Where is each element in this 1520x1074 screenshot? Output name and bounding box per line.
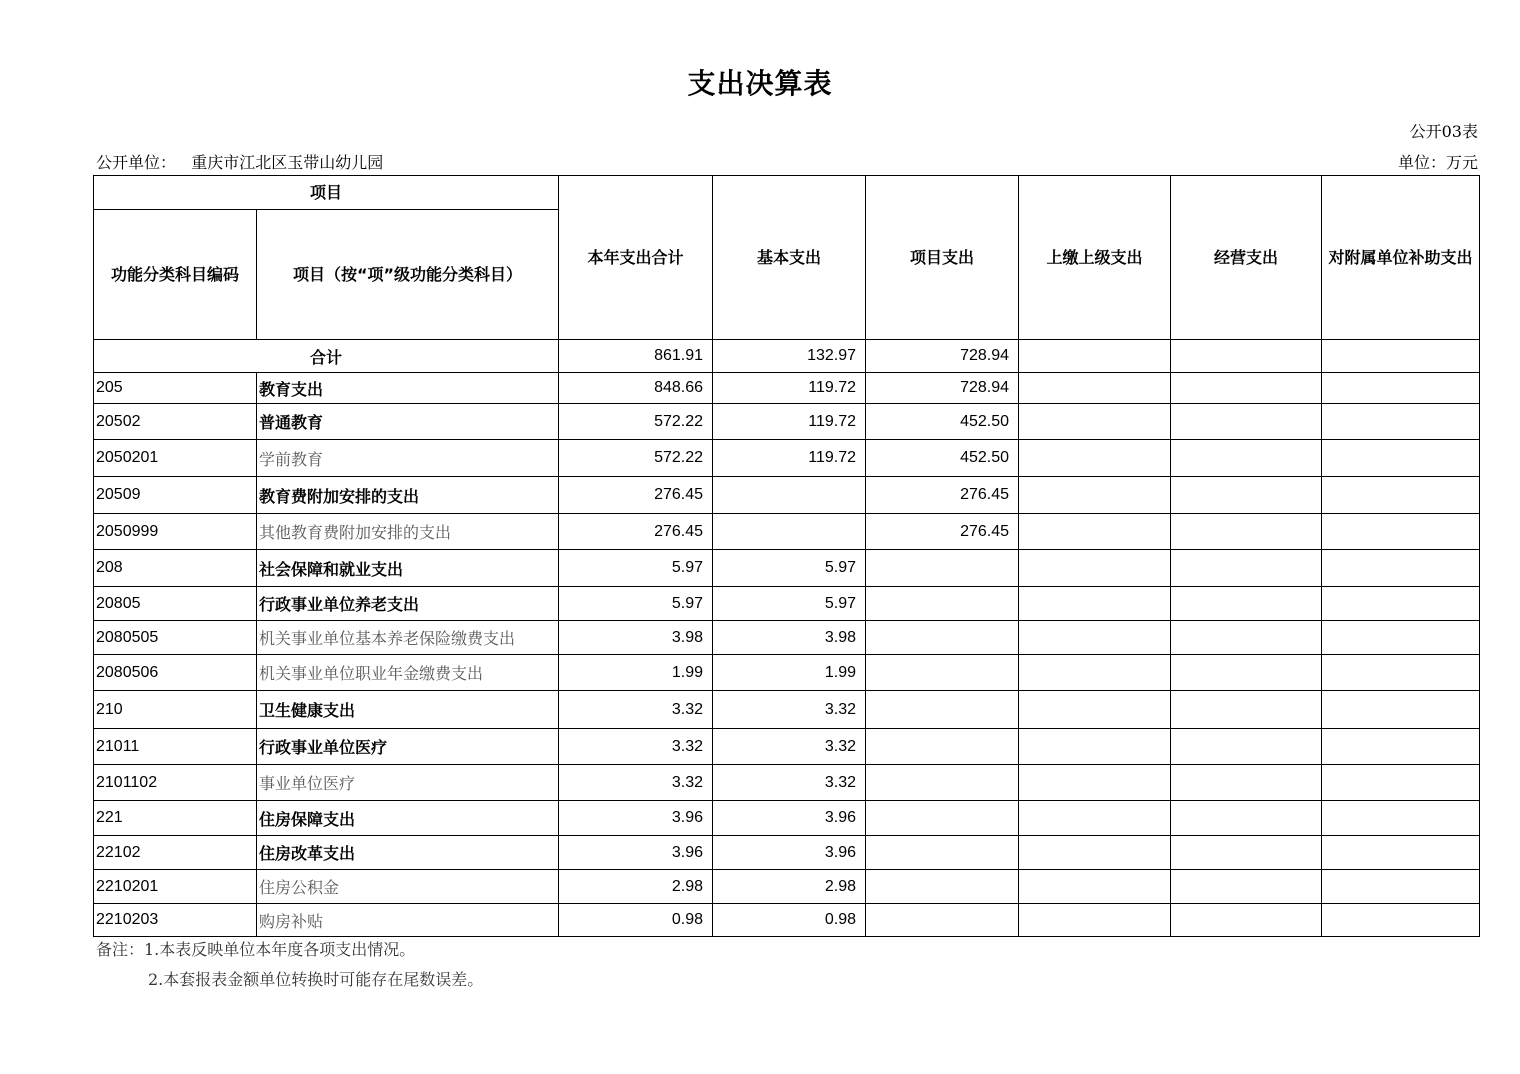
row-project bbox=[866, 587, 1019, 621]
row-upper bbox=[1019, 587, 1171, 621]
row-business bbox=[1171, 655, 1322, 691]
form-number: 公开03表 bbox=[1409, 122, 1478, 141]
header-project-expense: 项目支出 bbox=[866, 176, 1019, 340]
row-project bbox=[866, 621, 1019, 655]
currency-unit: 单位：万元 bbox=[1397, 153, 1478, 172]
row-code: 2210203 bbox=[94, 904, 257, 937]
row-total: 572.22 bbox=[559, 440, 713, 477]
row-name: 机关事业单位基本养老保险缴费支出 bbox=[257, 621, 559, 655]
table-row bbox=[94, 904, 1480, 937]
row-upper bbox=[1019, 870, 1171, 904]
row-name: 机关事业单位职业年金缴费支出 bbox=[257, 655, 559, 691]
row-basic: 5.97 bbox=[713, 587, 866, 621]
table-row bbox=[94, 440, 1480, 477]
row-upper bbox=[1019, 729, 1171, 765]
row-project: 276.45 bbox=[866, 477, 1019, 514]
row-code: 2050999 bbox=[94, 514, 257, 550]
row-subsidy bbox=[1322, 587, 1480, 621]
row-code: 2080505 bbox=[94, 621, 257, 655]
table-row bbox=[94, 621, 1480, 655]
header-upper: 上缴上级支出 bbox=[1019, 176, 1171, 340]
unit-info-row bbox=[96, 150, 1478, 170]
row-business bbox=[1171, 904, 1322, 937]
row-total: 3.32 bbox=[559, 691, 713, 729]
unit-info bbox=[96, 150, 383, 173]
header-total: 本年支出合计 bbox=[559, 176, 713, 340]
row-subsidy bbox=[1322, 691, 1480, 729]
row-business bbox=[1171, 514, 1322, 550]
table-row bbox=[94, 404, 1480, 440]
row-project bbox=[866, 550, 1019, 587]
row-name: 事业单位医疗 bbox=[257, 765, 559, 801]
row-code: 205 bbox=[94, 373, 257, 404]
table-row bbox=[94, 801, 1480, 836]
table-row bbox=[94, 655, 1480, 691]
row-subsidy bbox=[1322, 729, 1480, 765]
row-project bbox=[866, 870, 1019, 904]
row-upper bbox=[1019, 904, 1171, 937]
notes bbox=[96, 938, 483, 998]
row-basic bbox=[713, 477, 866, 514]
row-upper bbox=[1019, 514, 1171, 550]
row-code: 2050201 bbox=[94, 440, 257, 477]
row-subsidy bbox=[1322, 655, 1480, 691]
header-subsidy: 对附属单位补助支出 bbox=[1322, 176, 1480, 340]
row-code: 2101102 bbox=[94, 765, 257, 801]
row-code: 22102 bbox=[94, 836, 257, 870]
row-business bbox=[1171, 621, 1322, 655]
table-row bbox=[94, 587, 1480, 621]
header-business: 经营支出 bbox=[1171, 176, 1322, 340]
unit-name: 重庆市江北区玉带山幼儿园 bbox=[191, 153, 384, 172]
row-subsidy bbox=[1322, 870, 1480, 904]
row-total: 276.45 bbox=[559, 477, 713, 514]
header-name: 项目（按“项”级功能分类科目） bbox=[257, 210, 559, 340]
row-name: 社会保障和就业支出 bbox=[257, 550, 559, 587]
row-subsidy bbox=[1322, 404, 1480, 440]
row-total: 848.66 bbox=[559, 373, 713, 404]
note-2: 2.本套报表金额单位转换时可能存在尾数误差。 bbox=[148, 970, 484, 989]
row-project bbox=[866, 904, 1019, 937]
row-total: 1.99 bbox=[559, 655, 713, 691]
total-row bbox=[94, 340, 1480, 373]
row-upper bbox=[1019, 550, 1171, 587]
row-basic: 1.99 bbox=[713, 655, 866, 691]
table-row bbox=[94, 550, 1480, 587]
table-header bbox=[94, 176, 1480, 340]
row-upper bbox=[1019, 373, 1171, 404]
expenditure-table bbox=[93, 175, 1480, 937]
row-project: 276.45 bbox=[866, 514, 1019, 550]
row-upper bbox=[1019, 765, 1171, 801]
row-code: 208 bbox=[94, 550, 257, 587]
table-row bbox=[94, 765, 1480, 801]
row-project bbox=[866, 729, 1019, 765]
row-name: 普通教育 bbox=[257, 404, 559, 440]
row-name: 住房改革支出 bbox=[257, 836, 559, 870]
row-project: 728.94 bbox=[866, 373, 1019, 404]
row-upper bbox=[1019, 404, 1171, 440]
row-basic: 3.32 bbox=[713, 729, 866, 765]
row-name: 其他教育费附加安排的支出 bbox=[257, 514, 559, 550]
row-project bbox=[866, 765, 1019, 801]
row-basic: 3.96 bbox=[713, 801, 866, 836]
row-name: 教育费附加安排的支出 bbox=[257, 477, 559, 514]
row-total: 3.96 bbox=[559, 836, 713, 870]
row-code: 20509 bbox=[94, 477, 257, 514]
row-basic: 5.97 bbox=[713, 550, 866, 587]
table-row bbox=[94, 691, 1480, 729]
row-subsidy bbox=[1322, 514, 1480, 550]
row-upper bbox=[1019, 801, 1171, 836]
row-upper bbox=[1019, 655, 1171, 691]
row-business bbox=[1171, 691, 1322, 729]
table-row bbox=[94, 514, 1480, 550]
row-subsidy bbox=[1322, 477, 1480, 514]
row-code: 20805 bbox=[94, 587, 257, 621]
row-name: 卫生健康支出 bbox=[257, 691, 559, 729]
row-basic: 119.72 bbox=[713, 440, 866, 477]
row-project bbox=[866, 801, 1019, 836]
total-total: 861.91 bbox=[559, 340, 713, 373]
row-code: 221 bbox=[94, 801, 257, 836]
row-total: 276.45 bbox=[559, 514, 713, 550]
total-subsidy bbox=[1322, 340, 1480, 373]
row-total: 3.98 bbox=[559, 621, 713, 655]
row-basic: 3.32 bbox=[713, 765, 866, 801]
row-name: 学前教育 bbox=[257, 440, 559, 477]
total-project: 728.94 bbox=[866, 340, 1019, 373]
row-business bbox=[1171, 477, 1322, 514]
row-basic: 119.72 bbox=[713, 404, 866, 440]
row-total: 3.32 bbox=[559, 765, 713, 801]
table-body bbox=[94, 340, 1480, 937]
table-row bbox=[94, 870, 1480, 904]
row-subsidy bbox=[1322, 440, 1480, 477]
row-basic: 119.72 bbox=[713, 373, 866, 404]
row-code: 2210201 bbox=[94, 870, 257, 904]
unit-label: 公开单位： bbox=[96, 153, 177, 172]
row-code: 210 bbox=[94, 691, 257, 729]
row-business bbox=[1171, 404, 1322, 440]
row-name: 住房公积金 bbox=[257, 870, 559, 904]
row-code: 2080506 bbox=[94, 655, 257, 691]
row-name: 行政事业单位医疗 bbox=[257, 729, 559, 765]
row-total: 5.97 bbox=[559, 550, 713, 587]
table-row bbox=[94, 373, 1480, 404]
note-1: 备注：1.本表反映单位本年度各项支出情况。 bbox=[96, 940, 416, 959]
row-business bbox=[1171, 801, 1322, 836]
row-code: 20502 bbox=[94, 404, 257, 440]
row-subsidy bbox=[1322, 836, 1480, 870]
row-upper bbox=[1019, 836, 1171, 870]
row-upper bbox=[1019, 440, 1171, 477]
row-name: 购房补贴 bbox=[257, 904, 559, 937]
row-project bbox=[866, 655, 1019, 691]
header-code: 功能分类科目编码 bbox=[94, 210, 257, 340]
row-business bbox=[1171, 373, 1322, 404]
row-total: 3.96 bbox=[559, 801, 713, 836]
row-business bbox=[1171, 765, 1322, 801]
row-business bbox=[1171, 550, 1322, 587]
row-subsidy bbox=[1322, 550, 1480, 587]
row-total: 572.22 bbox=[559, 404, 713, 440]
row-business bbox=[1171, 870, 1322, 904]
total-upper bbox=[1019, 340, 1171, 373]
row-total: 0.98 bbox=[559, 904, 713, 937]
row-upper bbox=[1019, 477, 1171, 514]
row-total: 2.98 bbox=[559, 870, 713, 904]
row-total: 5.97 bbox=[559, 587, 713, 621]
row-subsidy bbox=[1322, 373, 1480, 404]
total-label: 合计 bbox=[94, 340, 559, 373]
row-upper bbox=[1019, 621, 1171, 655]
row-subsidy bbox=[1322, 904, 1480, 937]
row-project: 452.50 bbox=[866, 404, 1019, 440]
row-basic: 3.32 bbox=[713, 691, 866, 729]
total-business bbox=[1171, 340, 1322, 373]
table-row bbox=[94, 729, 1480, 765]
row-subsidy bbox=[1322, 765, 1480, 801]
row-name: 教育支出 bbox=[257, 373, 559, 404]
header-project: 项目 bbox=[94, 176, 559, 210]
row-basic: 3.96 bbox=[713, 836, 866, 870]
table-row bbox=[94, 836, 1480, 870]
row-subsidy bbox=[1322, 801, 1480, 836]
row-name: 住房保障支出 bbox=[257, 801, 559, 836]
row-project bbox=[866, 691, 1019, 729]
table-row bbox=[94, 477, 1480, 514]
row-name: 行政事业单位养老支出 bbox=[257, 587, 559, 621]
row-upper bbox=[1019, 691, 1171, 729]
header-basic: 基本支出 bbox=[713, 176, 866, 340]
row-business bbox=[1171, 729, 1322, 765]
row-subsidy bbox=[1322, 621, 1480, 655]
row-project: 452.50 bbox=[866, 440, 1019, 477]
page-title: 支出决算表 bbox=[687, 67, 833, 100]
row-total: 3.32 bbox=[559, 729, 713, 765]
row-basic: 3.98 bbox=[713, 621, 866, 655]
row-business bbox=[1171, 836, 1322, 870]
row-basic: 0.98 bbox=[713, 904, 866, 937]
row-basic: 2.98 bbox=[713, 870, 866, 904]
row-basic bbox=[713, 514, 866, 550]
row-code: 21011 bbox=[94, 729, 257, 765]
total-basic: 132.97 bbox=[713, 340, 866, 373]
row-project bbox=[866, 836, 1019, 870]
row-business bbox=[1171, 587, 1322, 621]
row-business bbox=[1171, 440, 1322, 477]
